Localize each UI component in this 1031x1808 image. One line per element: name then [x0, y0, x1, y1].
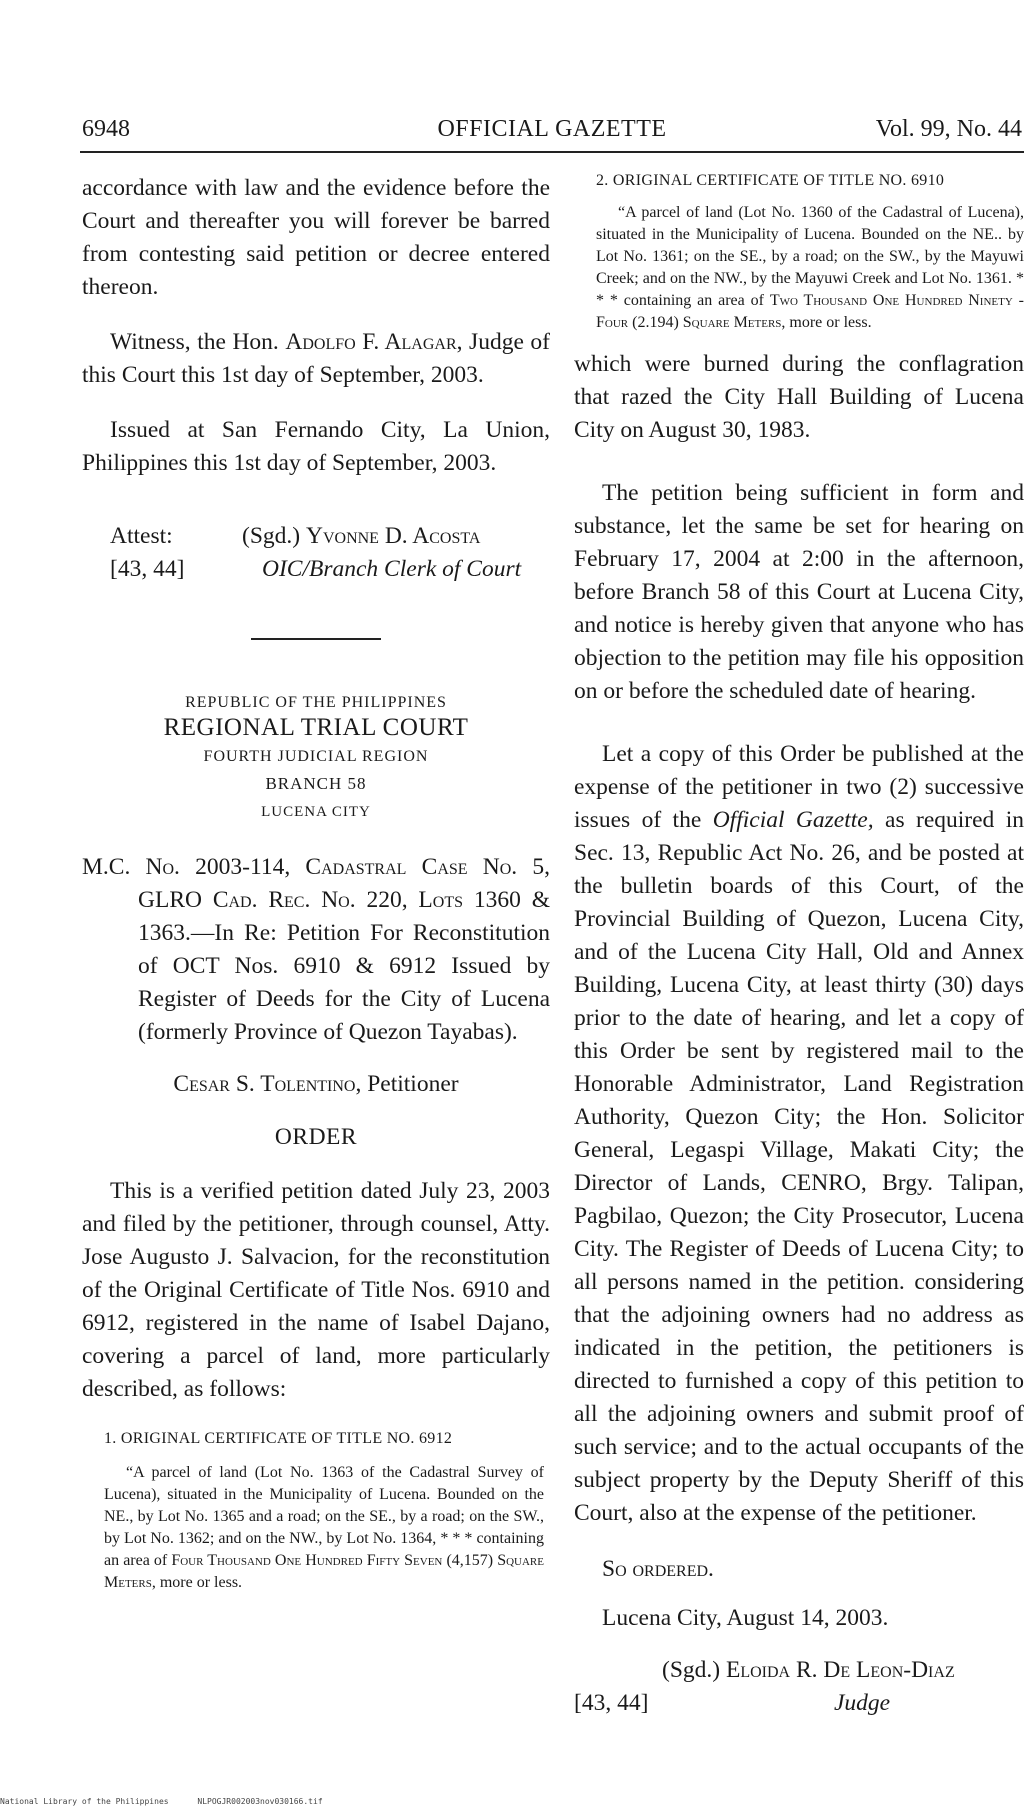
- court-region: FOURTH JUDICIAL REGION: [203, 748, 429, 765]
- cert1-text: “A parcel of land (Lot No. 1363 of the Cadastral Survey of Lucena), situated in the Municipality of Lucena. Bounded on the NE., by Lot No. 1365 and a road; on the SE., by a road; on the SW., by Lot No. 1362; and on the NW., by Lot No. 1364, * * * containing an area of: [104, 1464, 544, 1569]
- case-number: M.C. No. 2003-114, Cadastral Case No. 5, GLRO Cad. Rec. No. 220, Lots 1360 & 1363.: [82, 854, 550, 946]
- attest-block: [82, 520, 550, 586]
- certificate-6912-description: [104, 1462, 550, 1594]
- petitioner-role: , Petitioner: [355, 1071, 459, 1097]
- left-column: [82, 172, 550, 1594]
- gazette-italic: Official Gazette,: [712, 807, 874, 833]
- right-column: [574, 172, 1024, 1720]
- cert2-end: , more or less.: [781, 314, 872, 331]
- so-ordered: So ordered.: [602, 1556, 714, 1582]
- section-separator: [251, 638, 381, 640]
- cert1-end: , more or less.: [151, 1574, 243, 1591]
- volume-issue: Vol. 99, No. 44: [875, 116, 1022, 142]
- place-date: Lucena City, August 14, 2003.: [602, 1605, 889, 1631]
- witness-pre: Witness, the Hon.: [110, 329, 286, 355]
- certificate-6912-title: 1. ORIGINAL CERTIFICATE OF TITLE NO. 6912: [104, 1430, 453, 1447]
- judge-title: Judge: [834, 1690, 891, 1716]
- order-heading: ORDER: [274, 1124, 358, 1150]
- witness-judge-name: Adolfo F. Alagar: [285, 329, 457, 355]
- publication-paragraph: [574, 738, 1024, 1530]
- cert2-area: Two Thousand One Hundred Ninety -Four (2.194) Square Meters: [596, 292, 1024, 331]
- attest-issues: [43, 44]: [110, 556, 185, 582]
- publication-title: OFFICIAL GAZETTE: [437, 116, 667, 142]
- judge-signatory: [662, 1654, 955, 1687]
- petitioner-name: Cesar S. Tolentino: [173, 1071, 356, 1097]
- court-city: LUCENA CITY: [261, 804, 371, 820]
- header-rule: [80, 151, 1024, 153]
- certificate-6912: [82, 1430, 550, 1594]
- footer-file: NLPOGJR002003nov030166.tif: [197, 1797, 323, 1806]
- hearing-paragraph: The petition being sufficient in form and substance, let the same be set for hearing on February 17, 2004 at 2:00 in the afternoon, before Branch 58 of this Court at Lucena City, and notice is hereby given that anyone who has objection to the petition may file his opposition on or before the scheduled date of hearing.: [574, 480, 1024, 704]
- continuation-paragraph: accordance with law and the evidence before the Court and thereafter you will forever be barred from contesting said petition or decree entered thereon.: [82, 175, 550, 300]
- witness-paragraph: [82, 326, 550, 392]
- issued-paragraph: Issued at San Fernando City, La Union, Philippines this 1st day of September, 2003.: [82, 417, 550, 476]
- court-branch: BRANCH 58: [265, 774, 367, 793]
- scan-footer: [0, 1797, 347, 1806]
- judge-signature-block: [574, 1654, 1024, 1720]
- judge-name: Eloida R. De Leon-Diaz: [725, 1657, 955, 1683]
- court-heading: [82, 694, 550, 821]
- attest-signatory: [242, 520, 480, 553]
- attest-title: OIC/Branch Clerk of Court: [262, 556, 522, 582]
- certificate-6910: [574, 172, 1024, 334]
- court-republic: REPUBLIC OF THE PHILIPPINES: [185, 694, 447, 711]
- attest-label: Attest:: [110, 523, 173, 549]
- case-caption: [82, 851, 550, 1049]
- order-paragraph-1: This is a verified petition dated July 23, 2003 and filed by the petitioner, through counsel, Atty. Jose Augusto J. Salvacion, for the reconstitution of the Original Certificate of Title Nos. 6910 and 6912, registered in the name of Isabel Dajano, covering a parcel of land, more particularly described, as follows:: [82, 1178, 550, 1402]
- witness-post: , Judge of this Court this 1st day of September, 2003.: [82, 329, 551, 388]
- cert1-area: Four Thousand One Hundred Fifty Seven (4,157) Square Meters: [104, 1552, 544, 1591]
- cert2-text: “A parcel of land (Lot No. 1360 of the Cadastral of Lucena), situated in the Municipality of Lucena. Bounded on the NE.. by Lot No. 1361; on the SE., by a road; on the SW., by the Mayuwi Creek; and on the NW., by the Mayuwi Creek and Lot No. 1361. * * * containing an area of: [596, 204, 1024, 309]
- judge-issues: [43, 44]: [574, 1690, 649, 1716]
- burned-paragraph: which were burned during the conflagration that razed the City Hall Building of Lucena City on August 30, 1983.: [574, 351, 1024, 443]
- judge-sgd: (Sgd.): [662, 1657, 726, 1683]
- court-name: REGIONAL TRIAL COURT: [163, 714, 469, 741]
- publication-post: as required in Sec. 13, Republic Act No. 26, and be posted at the bulletin boards of this Court, of the Provincial Building of Quezon, Lucena City, and of the Lucena City Hall, Old and Annex Building, Lucena City, at least thirty (30) days prior to the date of hearing, and let a copy of this Order be sent by registered mail to the Honorable Administrator, Land Registration Authority, Quezon City; the Hon. Solicitor General, Legaspi Village, Makati City; the Director of Lands, CENRO, Brgy. Talipan, Pagbilao, Quezon; the City Prosecutor, Lucena City. The Register of Deeds of Lucena City; to all persons named in the petition. considering that the adjoining owners had no address as indicated in the petition, the petitioners is directed to furnished a copy of this petition to all the adjoining owners and submit proof of such service; and to the actual occupants of the subject property by the Deputy Sheriff of this Court, also at the expense of the petitioner.: [574, 807, 1024, 1526]
- attest-sgd: (Sgd.): [242, 523, 306, 549]
- attest-name: Yvonne D. Acosta: [305, 523, 481, 549]
- page-header: [82, 116, 1022, 148]
- publication-pre: Let a copy of this Order be published at the expense of the petitioner in two (2) successive issues of the: [574, 741, 1024, 833]
- footer-library: National Library of the Philippines: [0, 1797, 169, 1806]
- page-number: 6948: [82, 116, 130, 142]
- certificate-6910-title: 2. ORIGINAL CERTIFICATE OF TITLE NO. 6910: [596, 172, 945, 189]
- certificate-6910-description: [596, 202, 1024, 334]
- petitioner-line: [82, 1071, 550, 1098]
- case-description: —In Re: Petition For Reconstitution of OCT Nos. 6910 & 6912 Issued by Register of Deeds for the City of Lucena (formerly Province of Quezon Tayabas).: [138, 920, 550, 1045]
